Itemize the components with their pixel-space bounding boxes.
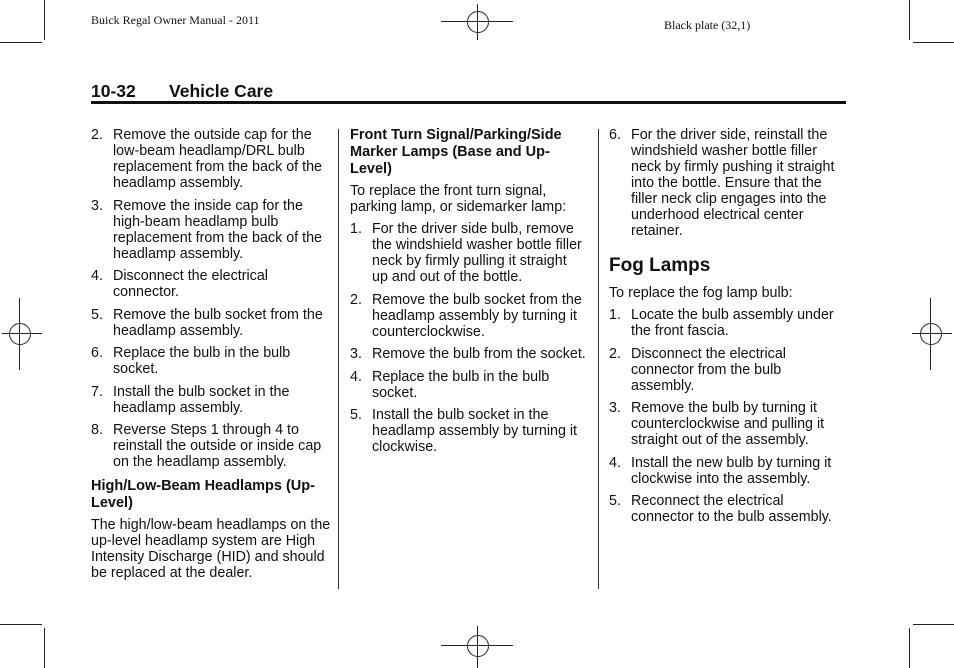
column-2: [350, 127, 586, 462]
list-item: 5. Install the bulb socket in the headlamp assembly by turning it clockwise.: [350, 407, 578, 455]
list-item: 2. Remove the outside cap for the low-beam headlamp/DRL bulb replacement from the back of the headlamp assembly.: [91, 127, 323, 191]
subheading-turn-signal-lamps: Front Turn Signal/Parking/Side Marker Lamps (Base and Up-Level): [350, 127, 562, 177]
registration-mark-bottom: [441, 626, 513, 668]
crop-mark-top-right-h: [913, 42, 954, 43]
crop-mark-top-left-h: [0, 42, 42, 43]
registration-mark-left: [2, 298, 42, 370]
list-item: 4. Replace the bulb in the bulb socket.: [350, 368, 550, 401]
page-number: 10-32: [91, 81, 136, 101]
list-item: 6. For the driver side, reinstall the windshield washer bottle filler neck by firmly pushing it straight into the bottle. Ensure that the filler neck clip engages into the underhood electrical center retainer.: [609, 127, 835, 239]
crop-mark-bottom-right-v: [909, 628, 910, 668]
list-item: 1. For the driver side bulb, remove the windshield washer bottle filler neck by firmly pulling it straight up and out of the bottle.: [350, 221, 582, 285]
header-rule: [91, 101, 846, 104]
headlamp-steps-list: [91, 127, 331, 470]
list-item: 2. Remove the bulb socket from the headlamp assembly by turning it counterclockwise.: [350, 291, 582, 340]
list-item: 5. Remove the bulb socket from the headlamp assembly.: [91, 306, 323, 339]
manual-title: Buick Regal Owner Manual - 2011: [91, 13, 260, 27]
registration-mark-right: [912, 298, 952, 370]
crop-mark-bottom-left-h: [0, 624, 42, 625]
column-divider-2: [598, 129, 599, 589]
list-item: 2. Disconnect the electrical connector from the bulb assembly.: [609, 345, 786, 394]
plate-label: Black plate (32,1): [664, 18, 751, 32]
list-item: 4. Disconnect the electrical connector.: [91, 268, 268, 300]
turn-signal-intro: To replace the front turn signal, parking lamp, or sidemarker lamp:: [350, 183, 567, 215]
crop-mark-bottom-left-v: [44, 628, 45, 668]
fog-lamp-steps-list: [609, 307, 846, 525]
column-divider-1: [338, 129, 339, 589]
list-item: 3. Remove the bulb by turning it counterclockwise and pulling it straight out of the assembly.: [609, 400, 825, 448]
list-item: 3. Remove the inside cap for the high-beam headlamp bulb replacement from the back of the headlamp assembly.: [91, 197, 323, 262]
column-1: [91, 127, 331, 587]
crop-mark-bottom-right-h: [913, 624, 954, 625]
list-item: 3. Remove the bulb from the socket.: [350, 346, 586, 362]
subheading-hid-headlamps: High/Low-Beam Headlamps (Up-Level): [91, 478, 315, 511]
registration-mark-top: [441, 4, 513, 44]
turn-signal-steps-list: [350, 221, 586, 455]
list-item: 1. Locate the bulb assembly under the front fascia.: [609, 307, 834, 339]
section-title: Vehicle Care: [169, 81, 274, 101]
list-item: 5. Reconnect the electrical connector to the bulb assembly.: [609, 493, 832, 525]
crop-mark-top-left-v: [44, 0, 45, 40]
list-item: 6. Replace the bulb in the bulb socket.: [91, 345, 291, 377]
hid-paragraph: The high/low-beam headlamps on the up-level headlamp system are High Intensity Discharge (HID) and should be replaced at the dealer.: [91, 517, 331, 581]
list-item: 8. Reverse Steps 1 through 4 to reinstall the outside or inside cap on the headlamp assembly.: [91, 422, 322, 470]
column-3: [609, 127, 846, 532]
section-header: [91, 81, 273, 102]
fog-lamps-intro: To replace the fog lamp bulb:: [609, 285, 793, 301]
crop-mark-top-right-v: [909, 0, 910, 40]
list-item: 4. Install the new bulb by turning it clockwise into the assembly.: [609, 454, 832, 487]
list-item: 7. Install the bulb socket in the headlamp assembly.: [91, 383, 290, 416]
fog-lamps-heading: Fog Lamps: [609, 255, 711, 276]
washer-neck-steps-list: [609, 127, 846, 239]
